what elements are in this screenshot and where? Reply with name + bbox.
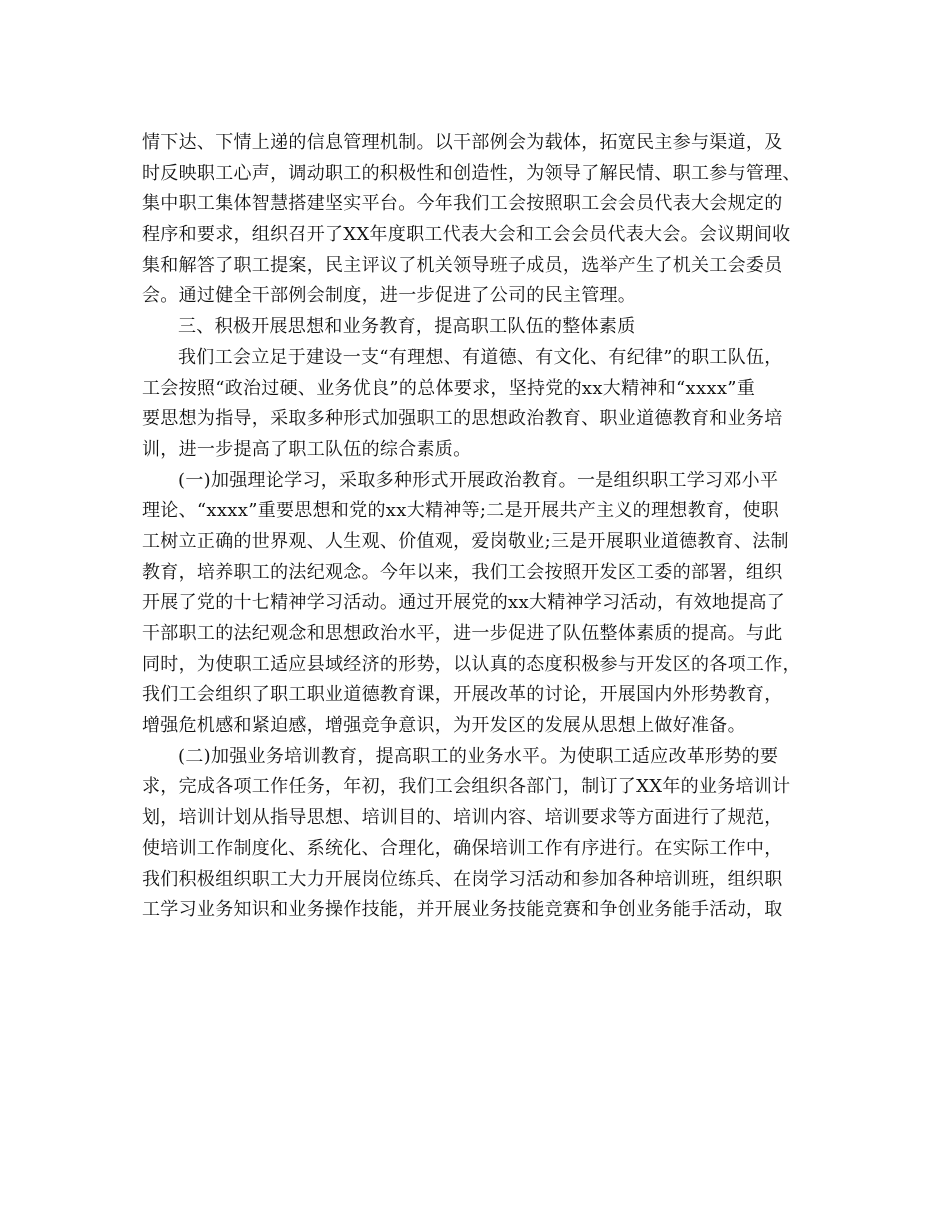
text-line: 情下达、下情上递的信息管理机制。以干部例会为载体，拓宽民主参与渠道，及 bbox=[142, 132, 783, 153]
text-line: 干部职工的法纪观念和思想政治水平，进一步促进了队伍整体素质的提高。与此 bbox=[142, 623, 783, 644]
text-line: 工学习业务知识和业务操作技能，并开展业务技能竞赛和争创业务能手活动，取 bbox=[142, 899, 783, 921]
text-line: 增强危机感和紧迫感，增强竞争意识，为开发区的发展从思想上做好准备。 bbox=[142, 715, 746, 737]
text-line: 同时，为使职工适应县域经济的形势，以认真的态度积极参与开发区的各项工作， bbox=[142, 653, 801, 675]
text-line: 工会按照“政治过硬、业务优良”的总体要求，坚持党的xx大精神和“xxxx”重 bbox=[142, 377, 756, 399]
section-heading: 三、积极开展思想和业务教育，提高职工队伍的整体素质 bbox=[178, 316, 636, 338]
text-line: 我们工会组织了职工职业道德教育课，开展改革的讨论，开展国内外形势教育， bbox=[142, 684, 783, 706]
text-line: 训，进一步提高了职工队伍的综合素质。 bbox=[142, 438, 472, 460]
text-line: 使培训工作制度化、系统化、合理化，确保培训工作有序进行。在实际工作中， bbox=[142, 837, 783, 859]
text-line: 会。通过健全干部例会制度，进一步促进了公司的民主管理。 bbox=[142, 285, 637, 307]
text-line: (二)加强业务培训教育，提高职工的业务水平。为使职工适应改革形势的要 bbox=[178, 745, 779, 767]
document-body bbox=[142, 128, 807, 926]
text-line: 要思想为指导，采取多种形式加强职工的思想政治教育、职业道德教育和业务培 bbox=[142, 408, 783, 430]
text-line: 求，完成各项工作任务，年初，我们工会组织各部门，制订了XX年的业务培训计 bbox=[142, 776, 791, 798]
text-line: 开展了党的十七精神学习活动。通过开展党的xx大精神学习活动，有效地提高了 bbox=[142, 592, 786, 614]
text-line: (一)加强理论学习，采取多种形式开展政治教育。一是组织职工学习邓小平 bbox=[178, 469, 779, 491]
text-line: 集和解答了职工提案，民主评议了机关领导班子成员，选举产生了机关工会委员 bbox=[142, 254, 783, 276]
text-line: 划，培训计划从指导思想、培训目的、培训内容、培训要求等方面进行了规范， bbox=[142, 807, 783, 829]
text-line: 理论、“xxxx”重要思想和党的xx大精神等;二是开展共产主义的理想教育，使职 bbox=[142, 500, 780, 522]
text-line: 我们积极组织职工大力开展岗位练兵、在岗学习活动和参加各种培训班，组织职 bbox=[142, 868, 783, 890]
text-line: 程序和要求，组织召开了XX年度职工代表大会和工会会员代表大会。会议期间收 bbox=[142, 224, 791, 246]
text-line: 工树立正确的世界观、人生观、价值观，爱岗敬业;三是开展职业道德教育、法制 bbox=[142, 530, 789, 552]
text-line: 我们工会立足于建设一支“有理想、有道德、有文化、有纪律”的职工队伍， bbox=[178, 346, 783, 368]
text-line: 教育，培养职工的法纪观念。今年以来，我们工会按照开发区工委的部署，组织 bbox=[142, 561, 783, 583]
text-line: 集中职工集体智慧搭建坚实平台。今年我们工会按照职工会会员代表大会规定的 bbox=[142, 193, 783, 215]
text-line: 时反映职工心声，调动职工的积极性和创造性，为领导了解民情、职工参与管理、 bbox=[142, 162, 801, 184]
